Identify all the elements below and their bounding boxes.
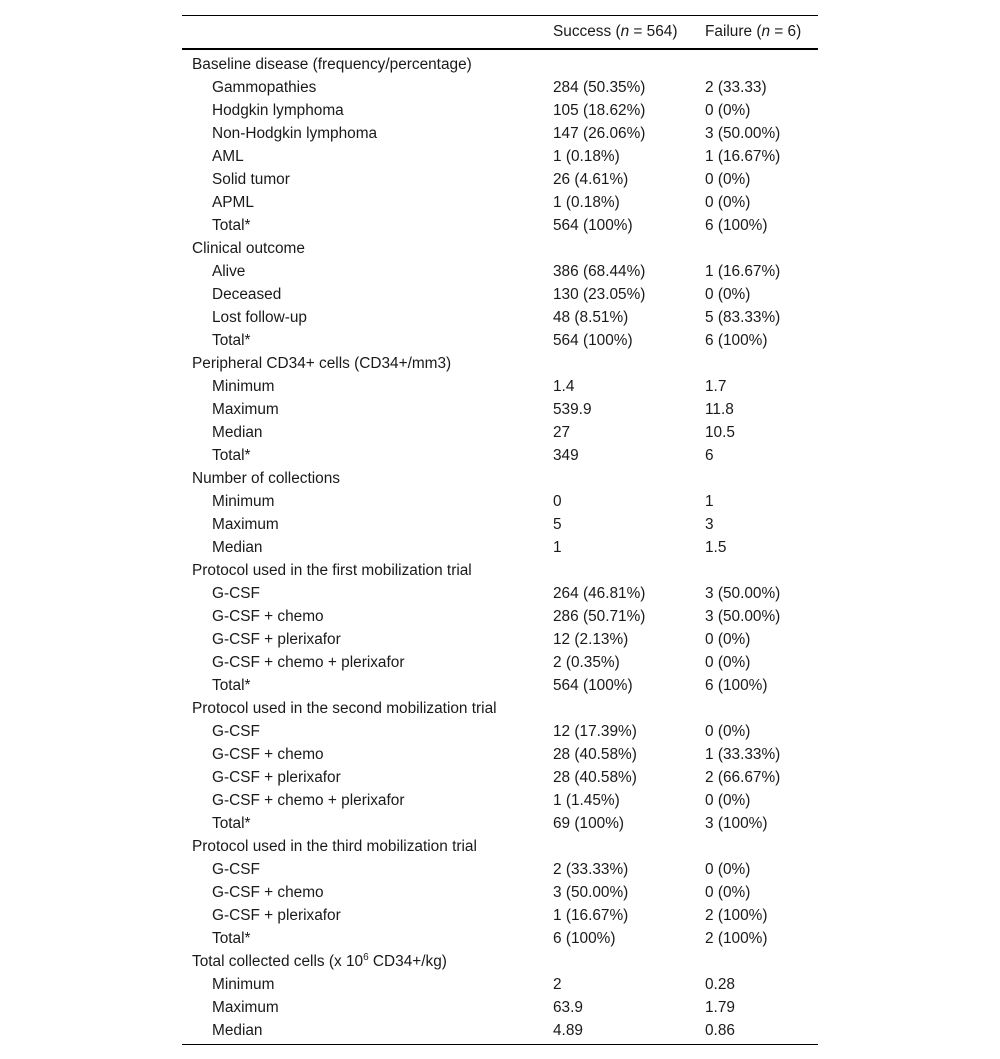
success-value: 27: [553, 424, 571, 441]
row-label: Minimum: [212, 378, 275, 395]
failure-value: 6 (100%): [705, 217, 768, 234]
success-value: 1 (1.45%): [553, 792, 620, 809]
failure-value: 0 (0%): [705, 171, 751, 188]
row-label: Total*: [212, 217, 251, 234]
table-row: [182, 375, 818, 398]
table-row: [182, 329, 818, 352]
section-title: Total collected cells (x $10^6$ CD34+/kg): [192, 951, 447, 970]
success-value: 6 (100%): [553, 930, 616, 947]
row-label: Total*: [212, 332, 251, 349]
failure-value: 2 (66.67%): [705, 769, 781, 786]
table-row: [182, 743, 818, 766]
failure-value: 6 (100%): [705, 332, 768, 349]
section-title: Protocol used in the second mobilization trial: [192, 700, 497, 717]
row-label: G-CSF + chemo + plerixafor: [212, 654, 405, 671]
success-value: 564 (100%): [553, 332, 633, 349]
table-row: [182, 99, 818, 122]
failure-column-header: Failure (n = 6): [705, 23, 802, 40]
success-value: 4.89: [553, 1022, 583, 1039]
success-value: 1 (0.18%): [553, 148, 620, 165]
table-row: [182, 789, 818, 812]
table-row: [182, 122, 818, 145]
row-label: G-CSF + plerixafor: [212, 907, 341, 924]
failure-value: 0 (0%): [705, 861, 751, 878]
failure-value: 2 (33.33): [705, 79, 767, 96]
table-row: [182, 421, 818, 444]
row-label: G-CSF + chemo: [212, 608, 324, 625]
success-value: 564 (100%): [553, 677, 633, 694]
row-label: G-CSF + chemo: [212, 884, 324, 901]
section-header-row: [182, 352, 818, 375]
success-value: 147 (26.06%): [553, 125, 646, 142]
section-title: Baseline disease (frequency/percentage): [192, 56, 472, 73]
failure-value: 0 (0%): [705, 286, 751, 303]
results-table: [182, 15, 818, 1045]
success-value: 0: [553, 493, 562, 510]
section-header-row: [182, 53, 818, 76]
failure-value: 1.79: [705, 999, 735, 1016]
table-header: [182, 16, 818, 50]
row-label: Median: [212, 1022, 263, 1039]
table-row: [182, 444, 818, 467]
success-value: 284 (50.35%): [553, 79, 646, 96]
failure-value: 1: [705, 493, 714, 510]
success-value: 539.9: [553, 401, 592, 418]
table-row: [182, 996, 818, 1019]
success-value: 1 (0.18%): [553, 194, 620, 211]
success-value: 63.9: [553, 999, 583, 1016]
table-row: [182, 283, 818, 306]
failure-value: 3 (50.00%): [705, 585, 781, 602]
table-row: [182, 927, 818, 950]
success-value: 28 (40.58%): [553, 746, 637, 763]
table-row: [182, 605, 818, 628]
success-value: 48 (8.51%): [553, 309, 629, 326]
section-header-row: [182, 697, 818, 720]
row-label: Minimum: [212, 493, 275, 510]
table-row: [182, 582, 818, 605]
table-row: [182, 628, 818, 651]
table-row: [182, 513, 818, 536]
section-title: Protocol used in the first mobilization trial: [192, 562, 472, 579]
success-value: 264 (46.81%): [553, 585, 646, 602]
success-value: 1: [553, 539, 562, 556]
failure-value: 1.5: [705, 539, 727, 556]
table-row: [182, 191, 818, 214]
table-row: [182, 1019, 818, 1042]
table-row: [182, 306, 818, 329]
table-row: [182, 720, 818, 743]
success-value: 5: [553, 516, 562, 533]
success-value: 564 (100%): [553, 217, 633, 234]
failure-value: 3 (50.00%): [705, 125, 781, 142]
row-label: Minimum: [212, 976, 275, 993]
failure-value: 2 (100%): [705, 907, 768, 924]
table-body: [182, 50, 818, 1044]
row-label: Deceased: [212, 286, 282, 303]
success-value: 2: [553, 976, 562, 993]
row-label: G-CSF + plerixafor: [212, 769, 341, 786]
row-label: Total*: [212, 677, 251, 694]
table-row: [182, 812, 818, 835]
row-label: Median: [212, 424, 263, 441]
row-label: G-CSF: [212, 861, 260, 878]
failure-value: 6: [705, 447, 714, 464]
table-row: [182, 904, 818, 927]
failure-value: 1 (16.67%): [705, 148, 781, 165]
success-value: 130 (23.05%): [553, 286, 646, 303]
row-label: Total*: [212, 815, 251, 832]
success-value: 12 (17.39%): [553, 723, 637, 740]
failure-value: 11.8: [705, 401, 734, 418]
row-label: Gammopathies: [212, 79, 317, 96]
section-header-row: [182, 559, 818, 582]
row-label: Total*: [212, 930, 251, 947]
row-label: G-CSF + chemo + plerixafor: [212, 792, 405, 809]
failure-value: 3 (50.00%): [705, 608, 781, 625]
failure-value: 0 (0%): [705, 884, 751, 901]
success-value: 28 (40.58%): [553, 769, 637, 786]
row-label: G-CSF: [212, 723, 260, 740]
section-title: Peripheral CD34+ cells (CD34+/mm3): [192, 355, 452, 372]
failure-value: 0 (0%): [705, 723, 751, 740]
table-row: [182, 973, 818, 996]
failure-value: 0.86: [705, 1022, 735, 1039]
table-row: [182, 651, 818, 674]
table-row: [182, 881, 818, 904]
section-header-row: [182, 835, 818, 858]
failure-value: 6 (100%): [705, 677, 768, 694]
row-label: Solid tumor: [212, 171, 290, 188]
failure-value: 1 (33.33%): [705, 746, 781, 763]
success-value: 1.4: [553, 378, 575, 395]
success-value: 69 (100%): [553, 815, 625, 832]
success-value: 12 (2.13%): [553, 631, 629, 648]
row-label: Total*: [212, 447, 251, 464]
failure-value: 0.28: [705, 976, 735, 993]
failure-value: 1 (16.67%): [705, 263, 781, 280]
table-row: [182, 214, 818, 237]
section-header-row: [182, 950, 818, 973]
success-value: 2 (33.33%): [553, 861, 629, 878]
row-label: Alive: [212, 263, 246, 280]
table-row: [182, 260, 818, 283]
row-label: Non-Hodgkin lymphoma: [212, 125, 378, 142]
row-label: G-CSF: [212, 585, 260, 602]
section-title: Number of collections: [192, 470, 340, 487]
section-header-row: [182, 237, 818, 260]
success-value: 349: [553, 447, 579, 464]
section-title: Clinical outcome: [192, 240, 305, 257]
failure-value: 5 (83.33%): [705, 309, 781, 326]
table-row: [182, 766, 818, 789]
failure-value: 0 (0%): [705, 102, 751, 119]
success-column-header: Success (n = 564): [553, 23, 678, 40]
success-value: 286 (50.71%): [553, 608, 646, 625]
success-value: 2 (0.35%): [553, 654, 620, 671]
success-value: 386 (68.44%): [553, 263, 646, 280]
row-label: Maximum: [212, 401, 279, 418]
row-label: APML: [212, 194, 254, 211]
section-header-row: [182, 467, 818, 490]
row-label: Median: [212, 539, 263, 556]
failure-value: 0 (0%): [705, 194, 751, 211]
table-row: [182, 168, 818, 191]
failure-value: 1.7: [705, 378, 727, 395]
table-row: [182, 536, 818, 559]
failure-value: 3: [705, 516, 714, 533]
row-label: Maximum: [212, 999, 279, 1016]
row-label: Lost follow-up: [212, 309, 307, 326]
failure-value: 10.5: [705, 424, 735, 441]
row-label: G-CSF + chemo: [212, 746, 324, 763]
failure-value: 0 (0%): [705, 631, 751, 648]
failure-value: 0 (0%): [705, 654, 751, 671]
table-row: [182, 490, 818, 513]
table-row: [182, 398, 818, 421]
success-value: 3 (50.00%): [553, 884, 629, 901]
row-label: Hodgkin lymphoma: [212, 102, 344, 119]
row-label: AML: [212, 148, 244, 165]
row-label: Maximum: [212, 516, 279, 533]
table-row: [182, 76, 818, 99]
success-value: 26 (4.61%): [553, 171, 629, 188]
section-title: Protocol used in the third mobilization trial: [192, 838, 477, 855]
success-value: 105 (18.62%): [553, 102, 646, 119]
failure-value: 3 (100%): [705, 815, 768, 832]
table-row: [182, 145, 818, 168]
failure-value: 2 (100%): [705, 930, 768, 947]
table-row: [182, 858, 818, 881]
success-value: 1 (16.67%): [553, 907, 629, 924]
table-row: [182, 674, 818, 697]
failure-value: 0 (0%): [705, 792, 751, 809]
row-label: G-CSF + plerixafor: [212, 631, 341, 648]
